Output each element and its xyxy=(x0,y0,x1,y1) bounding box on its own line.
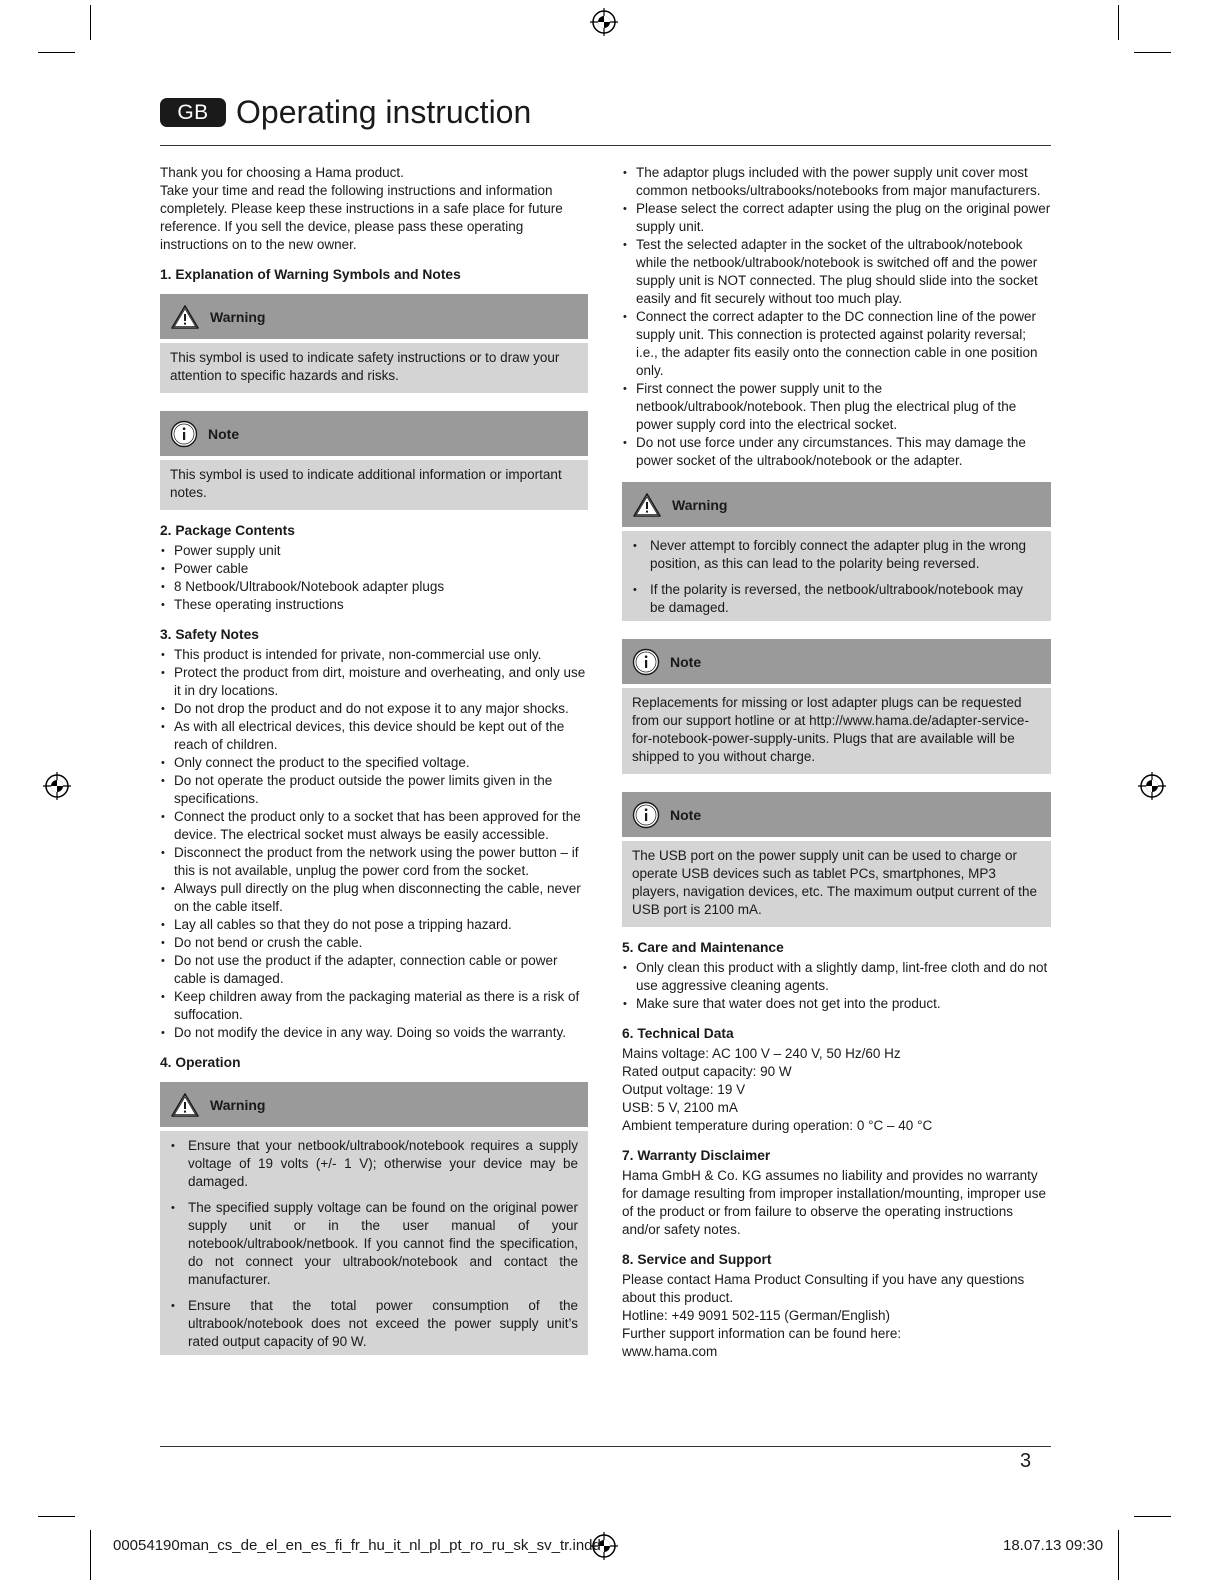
safety-notes-list xyxy=(160,646,588,1042)
list-item: • First connect the power supply unit to the netbook/ultrabook/notebook. Then plug the electrical plug of the power supply cord into the electrical socket. xyxy=(622,380,1051,434)
list-item: • Do not modify the device in any way. Doing so voids the warranty. xyxy=(160,1024,588,1042)
left-column xyxy=(160,164,588,1355)
list-item: • Test the selected adapter in the socket of the ultrabook/notebook while the netbook/ultrabook/notebook is switched off and the power supply unit is NOT connected. The plug should slide into the socket easily and fit securely without too much play. xyxy=(622,236,1051,308)
tech-data-line: Rated output capacity: 90 W xyxy=(622,1064,792,1079)
warning-box-header xyxy=(622,482,1051,527)
warning-box-header xyxy=(160,294,588,339)
header-rule xyxy=(160,145,1051,146)
warning-box-body xyxy=(622,531,1051,621)
list-item: • 8 Netbook/Ultrabook/Notebook adapter plugs xyxy=(160,578,588,596)
note-text: The USB port on the power supply unit can be used to charge or operate USB devices such as tablet PCs, smartphones, MP3 players, navigation devices, etc. The maximum output current of the USB port is 2100 mA. xyxy=(632,848,1037,917)
page-number: 3 xyxy=(1020,1450,1032,1472)
section-heading: 3. Safety Notes xyxy=(160,627,259,642)
footer-date: 18.07.13 09:30 xyxy=(1003,1537,1104,1554)
list-item: • As with all electrical devices, this device should be kept out of the reach of children. xyxy=(160,718,588,754)
support-hotline: Hotline: +49 9091 502-115 (German/English) xyxy=(622,1308,891,1323)
list-item: • Lay all cables so that they do not pose a tripping hazard. xyxy=(160,916,588,934)
list-item: • Never attempt to forcibly connect the adapter plug in the wrong position, as this can lead to the polarity being reversed. xyxy=(632,537,1041,573)
tech-data-line: USB: 5 V, 2100 mA xyxy=(622,1100,738,1115)
warning-text: This symbol is used to indicate safety instructions or to draw your attention to specific hazards and risks. xyxy=(170,350,560,383)
list-item: • If the polarity is reversed, the netbook/ultrabook/notebook may be damaged. xyxy=(632,581,1041,617)
section-heading: 1. Explanation of Warning Symbols and Notes xyxy=(160,267,461,282)
warning-box-body xyxy=(160,1131,588,1355)
page-title: Operating instruction xyxy=(236,94,532,130)
warranty-text: Hama GmbH & Co. KG assumes no liability and provides no warranty for damage resulting from improper installation/mounting, improper use of the product or from failure to observe the operating instructions and/or safety notes. xyxy=(622,1168,1046,1237)
section-heading: 4. Operation xyxy=(160,1055,241,1070)
list-item: • These operating instructions xyxy=(160,596,588,614)
list-item: • Only connect the product to the specified voltage. xyxy=(160,754,588,772)
list-item: • Make sure that water does not get into the product. xyxy=(622,995,1051,1013)
note-box-body xyxy=(622,841,1051,927)
registration-mark-icon xyxy=(42,771,72,801)
note-box-body xyxy=(160,460,588,510)
note-label: Note xyxy=(670,806,702,823)
crop-mark xyxy=(38,1516,75,1517)
list-item: • This product is intended for private, non-commercial use only. xyxy=(160,646,588,664)
note-label: Note xyxy=(670,653,702,670)
info-icon xyxy=(170,420,198,448)
crop-mark xyxy=(90,5,91,40)
list-item: • Connect the product only to a socket that has been approved for the device. The electrical socket must always be easily accessible. xyxy=(160,808,588,844)
crop-mark xyxy=(90,1530,91,1580)
tech-data-line: Output voltage: 19 V xyxy=(622,1082,746,1097)
list-item: • Power supply unit xyxy=(160,542,588,560)
crop-mark xyxy=(38,52,75,53)
crop-mark xyxy=(1118,1530,1119,1580)
list-item: • Ensure that your netbook/ultrabook/notebook requires a supply voltage of 19 volts (+/- 1 V); otherwise your device may be damaged. xyxy=(170,1137,578,1191)
package-contents-list xyxy=(160,542,588,614)
list-item: • The specified supply voltage can be found on the original power supply unit or in the user manual of your notebook/ultrabook/netbook. If you cannot find the specification, do not connect your ultrabook/notebook and contact the manufacturer. xyxy=(170,1199,578,1289)
tech-data-line: Ambient temperature during operation: 0 °C – 40 °C xyxy=(622,1118,933,1133)
crop-mark xyxy=(1134,1516,1171,1517)
warning-label: Warning xyxy=(210,308,266,325)
tech-data-line: Mains voltage: AC 100 V – 240 V, 50 Hz/60 Hz xyxy=(622,1046,901,1061)
list-item: • Please select the correct adapter using the plug on the original power supply unit. xyxy=(622,200,1051,236)
warning-box-body xyxy=(160,343,588,393)
support-line: Please contact Hama Product Consulting if you have any questions about this product. xyxy=(622,1272,1025,1305)
list-item: • Only clean this product with a slightly damp, lint-free cloth and do not use aggressive cleaning agents. xyxy=(622,959,1051,995)
list-item: • Always pull directly on the plug when disconnecting the cable, never on the cable itself. xyxy=(160,880,588,916)
list-item: • Power cable xyxy=(160,560,588,578)
list-item: • The adaptor plugs included with the power supply unit cover most common netbooks/ultrabooks/notebooks from major manufacturers. xyxy=(622,164,1051,200)
warning-label: Warning xyxy=(672,496,728,513)
support-website: www.hama.com xyxy=(622,1344,718,1359)
note-box-body xyxy=(622,688,1051,774)
intro-line: Thank you for choosing a Hama product. xyxy=(160,165,404,180)
section-heading: 7. Warranty Disclaimer xyxy=(622,1148,771,1163)
crop-mark xyxy=(1134,52,1171,53)
info-icon xyxy=(632,801,660,829)
warning-icon xyxy=(632,492,662,518)
list-item: • Do not operate the product outside the power limits given in the specifications. xyxy=(160,772,588,808)
footer-rule xyxy=(160,1446,1051,1447)
language-badge: GB xyxy=(160,98,226,127)
section-heading: 5. Care and Maintenance xyxy=(622,940,784,955)
note-box-header xyxy=(622,639,1051,684)
warning-list xyxy=(632,537,1041,617)
registration-mark-icon xyxy=(589,7,619,37)
warning-label: Warning xyxy=(210,1096,266,1113)
intro-paragraph: Take your time and read the following instructions and information completely. Please keep these instructions in a safe place for future reference. If you sell the device, please pass these operating instructions on to the new owner. xyxy=(160,183,563,252)
warning-icon xyxy=(170,304,200,330)
footer-filename: 00054190man_cs_de_el_en_es_fi_fr_hu_it_nl_pl_pt_ro_ru_sk_sv_tr.indd xyxy=(113,1537,601,1554)
section-heading: 6. Technical Data xyxy=(622,1026,734,1041)
section-heading: 2. Package Contents xyxy=(160,523,295,538)
list-item: • Connect the correct adapter to the DC connection line of the power supply unit. This connection is protected against polarity reversal; i.e., the adapter fits easily onto the connection cable in one position only. xyxy=(622,308,1051,380)
info-icon xyxy=(632,648,660,676)
list-item: • Disconnect the product from the network using the power button – if this is not available, unplug the power cord from the socket. xyxy=(160,844,588,880)
section-heading: 8. Service and Support xyxy=(622,1252,772,1267)
note-box-header xyxy=(160,411,588,456)
note-label: Note xyxy=(208,425,240,442)
list-item: • Do not bend or crush the cable. xyxy=(160,934,588,952)
list-item: • Do not use force under any circumstances. This may damage the power socket of the ultrabook/notebook or the adapter. xyxy=(622,434,1051,470)
warning-box-header xyxy=(160,1082,588,1127)
registration-mark-icon xyxy=(1137,771,1167,801)
list-item: • Ensure that the total power consumption of the ultrabook/notebook does not exceed the power supply unit’s rated output capacity of 90 W. xyxy=(170,1297,578,1351)
list-item: • Do not use the product if the adapter, connection cable or power cable is damaged. xyxy=(160,952,588,988)
warning-icon xyxy=(170,1092,200,1118)
operation-list xyxy=(622,164,1051,470)
right-column xyxy=(622,164,1051,1361)
care-list xyxy=(622,959,1051,1013)
note-box-header xyxy=(622,792,1051,837)
list-item: • Do not drop the product and do not expose it to any major shocks. xyxy=(160,700,588,718)
note-text: Replacements for missing or lost adapter plugs can be requested from our support hotline or at http://www.hama.de/adapter-service-for-notebook-power-supply-units. Plugs that are available will be shipped to you without charge. xyxy=(632,695,1029,764)
crop-mark xyxy=(1118,5,1119,40)
note-text: This symbol is used to indicate additional information or important notes. xyxy=(170,467,562,500)
support-line: Further support information can be found here: xyxy=(622,1326,902,1341)
list-item: • Protect the product from dirt, moisture and overheating, and only use it in dry locations. xyxy=(160,664,588,700)
warning-list xyxy=(170,1137,578,1351)
list-item: • Keep children away from the packaging material as there is a risk of suffocation. xyxy=(160,988,588,1024)
